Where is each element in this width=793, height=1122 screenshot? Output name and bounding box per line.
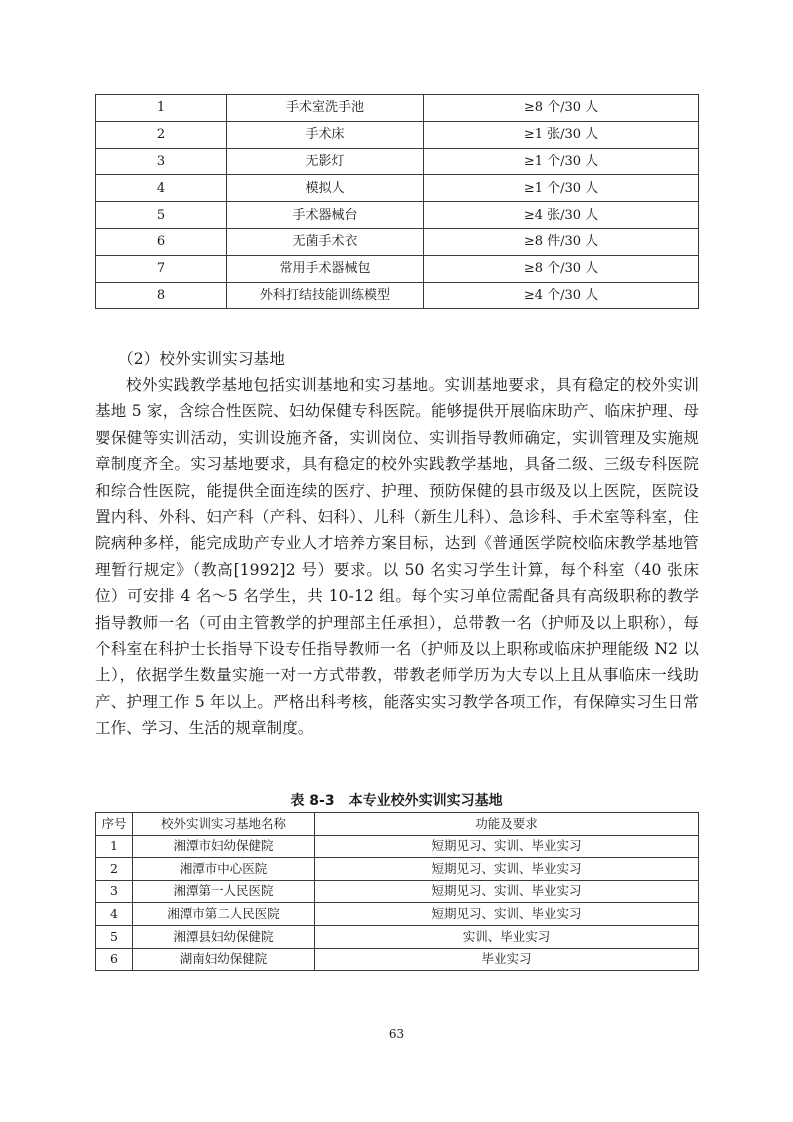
table-row xyxy=(96,95,699,122)
row-number: 2 xyxy=(96,121,227,148)
practice-base-table xyxy=(95,812,699,971)
row-number: 4 xyxy=(96,175,227,202)
base-function: 毕业实习 xyxy=(315,948,699,971)
equipment-requirement: ≥4 张/30 人 xyxy=(424,202,699,229)
row-number: 3 xyxy=(96,148,227,175)
section-heading: （2）校外实训实习基地 xyxy=(118,350,286,368)
equipment-name: 手术床 xyxy=(227,121,424,148)
equipment-requirement: ≥8 个/30 人 xyxy=(424,255,699,282)
table-row xyxy=(96,880,699,903)
equipment-name: 无影灯 xyxy=(227,148,424,175)
body-paragraph: 校外实践教学基地包括实训基地和实习基地。实训基地要求，具有稳定的校外实训基地 5 家，含综合性医院、妇幼保健专科医院。能够提供开展临床助产、临床护理、母婴保健等实训活动，实训设施齐备，实训岗位、实训指导教师确定，实训管理及实施规章制度齐全。实习基地要求，具有稳定的校外实践教学基地，具备二级、三级专科医院和综合性医院，能提供全面连续的医疗、护理、预防保健的县市级及以上医院，医院设置内科、外科、妇产科（产科、妇科）、儿科（新生儿科）、急诊科、手术室等科室，住院病种多样，能完成助产专业人才培养方案目标，达到《普通医学院校临床教学基地管理暂行规定》（教高[1992]2 号）要求。以 50 名实习学生计算，每个科室（40 张床位）可安排 4 名～5 名学生，共 10-12 组。每个实习单位需配备具有高级职称的教学指导教师一名（可由主管教学的护理部主任承担），总带教一名（护师及以上职称），每个科室在科护士长指导下设专任指导教师一名（护师及以上职称或临床护理能级 N2 以上），依据学生数量实施一对一方式带教，带教老师学历为大专以上且从事临床一线助产、护理工作 5 年以上。严格出科考核，能落实实习教学各项工作，有保障实习生日常工作、学习、生活的规章制度。 xyxy=(95,376,699,738)
table-row xyxy=(96,202,699,229)
equipment-requirement: ≥1 个/30 人 xyxy=(424,148,699,175)
table-row xyxy=(96,925,699,948)
base-function: 实训、毕业实习 xyxy=(315,925,699,948)
base-function: 短期见习、实训、毕业实习 xyxy=(315,858,699,881)
row-number: 5 xyxy=(96,202,227,229)
equipment-requirement: ≥8 件/30 人 xyxy=(424,228,699,255)
table-row xyxy=(96,948,699,971)
base-name: 湘潭第一人民医院 xyxy=(133,880,315,903)
equipment-name: 模拟人 xyxy=(227,175,424,202)
base-name: 湘潭市中心医院 xyxy=(133,858,315,881)
equipment-name: 外科打结技能训练模型 xyxy=(227,282,424,309)
table-caption: 表 8-3 本专业校外实训实习基地 xyxy=(290,793,503,809)
header-number: 序号 xyxy=(96,813,133,836)
row-number: 2 xyxy=(96,858,133,881)
header-base-name: 校外实训实习基地名称 xyxy=(133,813,315,836)
equipment-name: 手术器械台 xyxy=(227,202,424,229)
base-name: 湘潭市妇幼保健院 xyxy=(133,835,315,858)
table-row xyxy=(96,228,699,255)
table-row xyxy=(96,282,699,309)
equipment-requirement: ≥4 个/30 人 xyxy=(424,282,699,309)
table-row xyxy=(96,903,699,926)
equipment-requirement: ≥1 个/30 人 xyxy=(424,175,699,202)
row-number: 7 xyxy=(96,255,227,282)
table-row xyxy=(96,255,699,282)
table-row xyxy=(96,121,699,148)
base-function: 短期见习、实训、毕业实习 xyxy=(315,880,699,903)
row-number: 6 xyxy=(96,948,133,971)
table-row xyxy=(96,148,699,175)
table-row xyxy=(96,835,699,858)
table-header-row xyxy=(96,813,699,836)
equipment-name: 手术室洗手池 xyxy=(227,95,424,122)
base-name: 湘潭县妇幼保健院 xyxy=(133,925,315,948)
row-number: 1 xyxy=(96,835,133,858)
table-row xyxy=(96,858,699,881)
row-number: 8 xyxy=(96,282,227,309)
base-name: 湖南妇幼保健院 xyxy=(133,948,315,971)
equipment-name: 无菌手术衣 xyxy=(227,228,424,255)
row-number: 3 xyxy=(96,880,133,903)
row-number: 5 xyxy=(96,925,133,948)
base-function: 短期见习、实训、毕业实习 xyxy=(315,835,699,858)
equipment-name: 常用手术器械包 xyxy=(227,255,424,282)
row-number: 1 xyxy=(96,95,227,122)
base-function: 短期见习、实训、毕业实习 xyxy=(315,903,699,926)
row-number: 4 xyxy=(96,903,133,926)
header-function: 功能及要求 xyxy=(315,813,699,836)
row-number: 6 xyxy=(96,228,227,255)
equipment-requirement: ≥1 张/30 人 xyxy=(424,121,699,148)
base-name: 湘潭市第二人民医院 xyxy=(133,903,315,926)
equipment-table xyxy=(95,94,699,309)
page-number: 63 xyxy=(388,1027,405,1041)
equipment-requirement: ≥8 个/30 人 xyxy=(424,95,699,122)
table-row xyxy=(96,175,699,202)
